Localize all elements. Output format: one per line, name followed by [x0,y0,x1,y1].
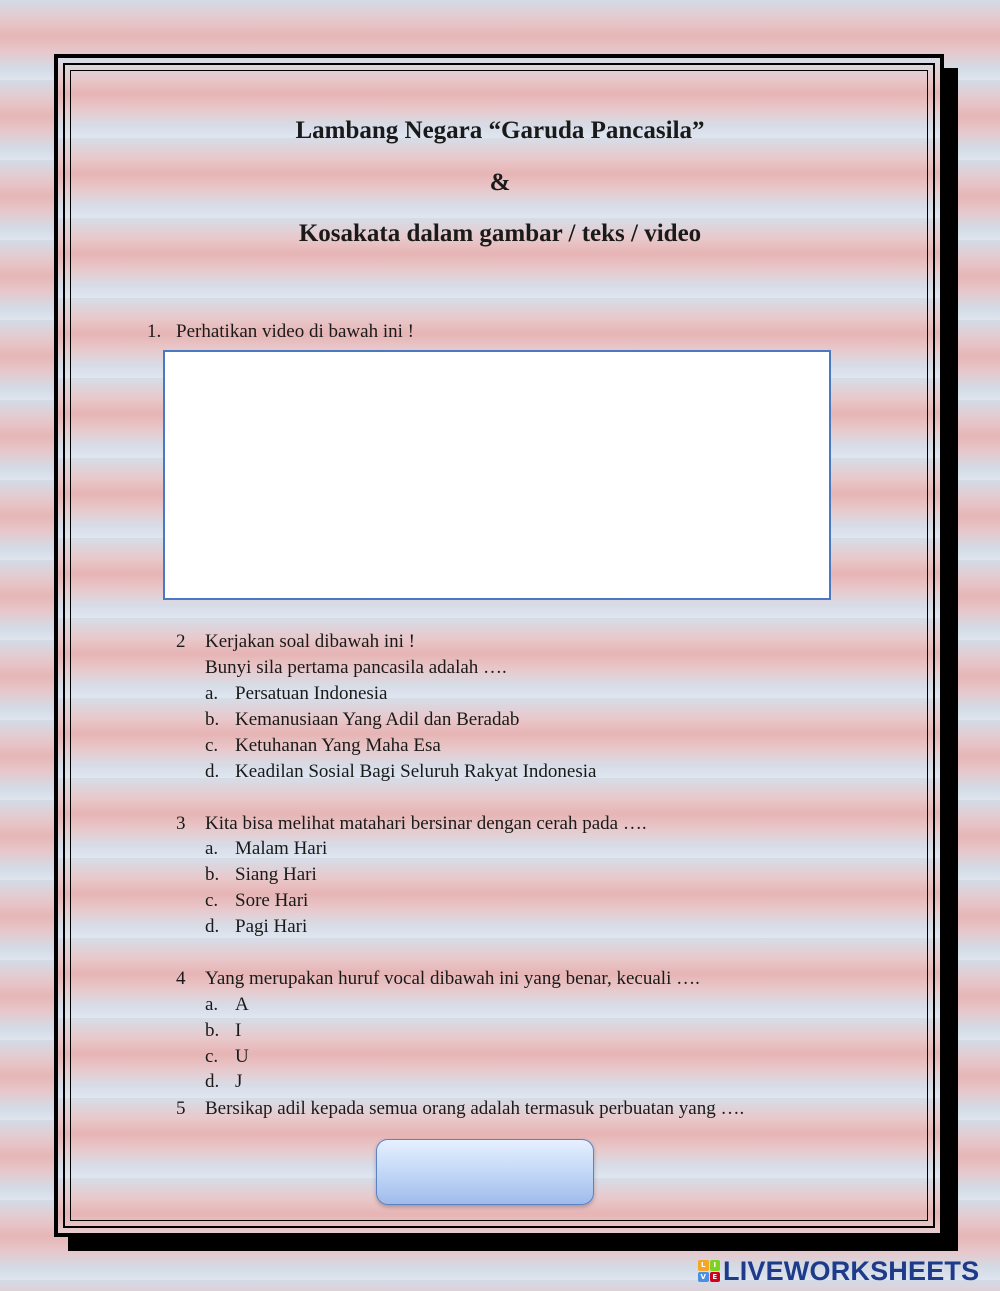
question-4-number: 4 [176,968,186,989]
title-ampersand: & [489,169,511,196]
q3-option-b-letter: b. [205,864,220,885]
answer-dropdown-box[interactable] [376,1139,594,1205]
q4-option-d-letter: d. [205,1071,220,1092]
q4-option-b-letter: b. [205,1020,220,1041]
question-5-number: 5 [176,1098,186,1119]
q3-option-d[interactable]: Pagi Hari [235,916,308,937]
q2-option-c[interactable]: Ketuhanan Yang Maha Esa [235,735,441,756]
q3-option-a-letter: a. [205,838,219,859]
question-2-subtext: Bunyi sila pertama pancasila adalah …. [205,657,507,678]
q2-option-d[interactable]: Keadilan Sosial Bagi Seluruh Rakyat Indonesia [235,761,597,782]
logo-icon-letter-i: I [710,1260,721,1271]
liveworksheets-logo [698,1256,979,1286]
logo-icon-letter-e: E [710,1272,721,1283]
q4-option-a-letter: a. [205,994,219,1015]
q4-option-c-letter: c. [205,1046,219,1067]
question-3-number: 3 [176,813,186,834]
logo-icon-letter-l: L [698,1260,709,1271]
q3-option-c-letter: c. [205,890,219,911]
q2-option-a[interactable]: Persatuan Indonesia [235,683,388,704]
question-4-text: Yang merupakan huruf vocal dibawah ini yang benar, kecuali …. [205,968,700,989]
q2-option-d-letter: d. [205,761,220,782]
liveworksheets-logo-icon [698,1260,720,1282]
q3-option-b[interactable]: Siang Hari [235,864,317,885]
question-3-text: Kita bisa melihat matahari bersinar dengan cerah pada …. [205,813,647,834]
q2-option-b[interactable]: Kemanusiaan Yang Adil dan Beradab [235,709,520,730]
q4-option-b[interactable]: I [235,1020,242,1041]
logo-icon-letter-v: V [698,1272,709,1283]
question-5-text: Bersikap adil kepada semua orang adalah termasuk perbuatan yang …. [205,1098,745,1119]
q3-option-c[interactable]: Sore Hari [235,890,309,911]
question-1-number: 1. [147,321,162,342]
q2-option-b-letter: b. [205,709,220,730]
q2-option-c-letter: c. [205,735,219,756]
worksheet-subtitle: Kosakata dalam gambar / teks / video [298,220,702,247]
q3-option-a[interactable]: Malam Hari [235,838,328,859]
worksheet-title: Lambang Negara “Garuda Pancasila” [295,117,705,144]
q3-option-d-letter: d. [205,916,220,937]
question-2-number: 2 [176,631,186,652]
logo-text: LIVEWORKSHEETS [723,1255,980,1286]
question-2-text: Kerjakan soal dibawah ini ! [205,631,415,652]
q2-option-a-letter: a. [205,683,219,704]
question-1-text: Perhatikan video di bawah ini ! [176,321,414,342]
q4-option-c[interactable]: U [235,1046,249,1067]
q4-option-a[interactable]: A [235,994,249,1015]
video-embed[interactable] [163,350,831,600]
q4-option-d[interactable]: J [235,1071,243,1092]
